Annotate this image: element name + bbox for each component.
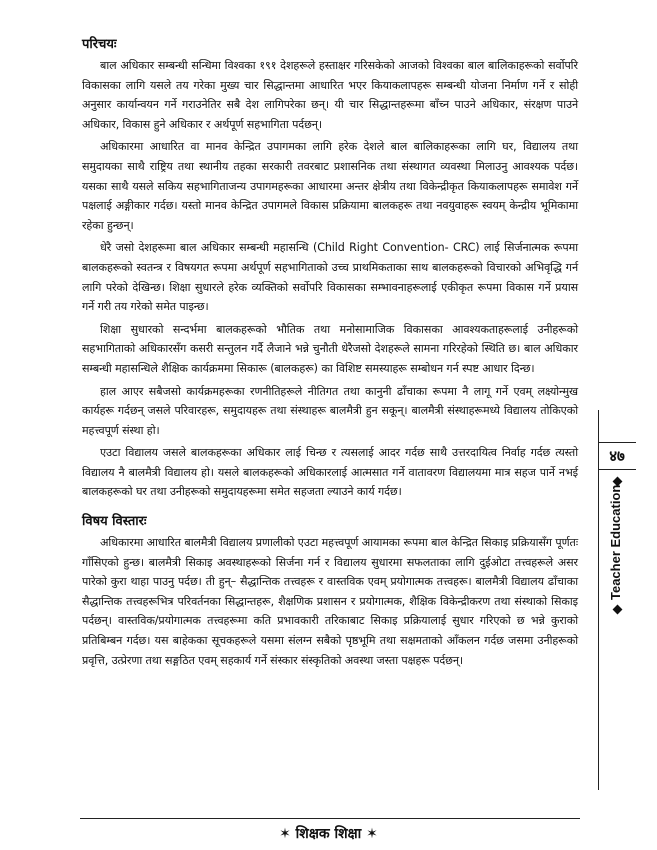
expansion-heading: विषय विस्तारः	[82, 514, 147, 530]
intro-paragraph-4: शिक्षा सुधारको सन्दर्भमा बालकहरूको भौतिक तथा मनोसामाजिक विकासका आवश्यकताहरूलाई उनीहरूको सहभागिताको अधिकारसँग कसरी सन्तुलन गर्दै लैजाने भन्ने चुनौती धेरैजसो देशहरूले सामना गरिरहेको स्थिति छ। बाल अधिकार सम्बन्धी महासन्धिले शैक्षिक कार्यक्रममा सिकारू (बालकहरू) का विशिष्ट समस्याहरू सम्बोधन गर्न स्पष्ट आधार दिन्छ।	[82, 322, 578, 375]
intro-paragraph-1: बाल अधिकार सम्बन्धी सन्धिमा विश्वका १९१ देशहरूले हस्ताक्षर गरिसकेको आजको विश्वका बाल बालिकाहरूको सर्वोपरि विकासका लागि यसले तय गरेका मुख्य चार सिद्धान्तमा आधारित भएर कियाकलापहरू सम्बन्धी योजना निर्माण गर्ने र सोही अनुसार कार्यान्वयन गर्ने गराउनेतिर सबै देश लागिपरेका छन्। यी चार सिद्धान्तहरूमा बाँच्न पाउने अधिकार, संरक्षण पाउने अधिकार, विकास हुने अधिकार र अर्थपूर्ण सहभागिता पर्दछन्।	[82, 59, 578, 131]
intro-paragraph-2: अधिकारमा आधारित वा मानव केन्द्रित उपागमका लागि हरेक देशले बाल बालिकाहरूका लागि घर, विद्यालय तथा समुदायका साथै राष्ट्रिय तथा स्थानीय तहका सरकारी तवरबाट प्रशासनिक तथा संस्थागत व्यवस्था मिलाउनु आवश्यक पर्दछ। यसका साथै यसले सकिय सहभागिताजन्य उपागमहरूका आधारमा अन्तर क्षेत्रीय तथा विकेन्द्रीकृत कियाकलापहरू समावेश गर्ने पक्षलाई अङ्गीकार गर्दछ। यस्तो मानव केन्द्रित उपागमले विकास प्रक्रियामा बालकहरू तथा नवयुवाहरू स्वयम् केन्द्रीय भूमिकामा रहेका हुन्छन्।	[82, 140, 578, 232]
page-number: ४७	[609, 447, 625, 465]
intro-paragraph-5: हाल आएर सबैजसो कार्यक्रमहरूका रणनीतिहरूले नीतिगत तथा कानुनी ढाँचाका रूपमा नै लागू गर्ने एवम् लक्ष्योन्मुख कार्यहरू गर्दछन् जसले परिवारहरू, समुदायहरू तथा संस्थाहरू बालमैत्री हुन सकून्। बालमैत्री संस्थाहरूमध्ये विद्यालय तोकिएको महत्त्वपूर्ण संस्था हो।	[82, 384, 578, 437]
intro-paragraph-6: एउटा विद्यालय जसले बालकहरूका अधिकार लाई चिन्छ र त्यसलाई आदर गर्दछ साथै उत्तरदायित्व निर्वाह गर्दछ त्यस्तो विद्यालय नै बालमैत्री विद्यालय हो। यसले बालकहरूको अधिकारलाई आत्मसात गर्ने वातावरण विद्यालयमा मात्र सहज पार्ने नभई बालकहरूको घर तथा उनीहरूको समुदायहरूमा समेत सहजता ल्याउने कार्य गर्दछ।	[82, 446, 578, 499]
page-body	[82, 34, 578, 673]
intro-heading: परिचयः	[82, 37, 117, 52]
expansion-paragraph-1: अधिकारमा आधारित बालमैत्री विद्यालय प्रणालीको एउटा महत्त्वपूर्ण आयामका रूपमा बाल केन्द्रित सिकाइ प्रक्रियासँग पूर्णतः गाँसिएको हुन्छ। बालमैत्री सिकाइ अवस्थाहरूको सिर्जना गर्न र विद्यालय सुधारमा सफलताका लागि दुईओटा तत्त्वहरूले असर पारेको कुरा थाहा पाउनु पर्दछ। ती हुन्– सैद्धान्तिक तत्त्वहरू र वास्तविक एवम् प्रयोगात्मक तत्त्वहरू। बालमैत्री विद्यालय ढाँचाका सैद्धान्तिक तत्त्वहरूभित्र परिवर्तनका सिद्धान्तहरू, शैक्षणिक प्रशासन र प्रयोगात्मक, शैक्षिक विकेन्द्रीकरण तथा संस्थाको सिकाइ पर्दछन्। वास्तविक/प्रयोगात्मक तत्त्वहरूमा कति प्रभावकारी तरिकाबाट सिकाइ प्रक्रियालाई सुधार गरिएको छ भन्ने कुराको प्रतिबिम्बन गर्दछ। यस बाहेकका सूचकहरूले यसमा संलग्न सबैको पृष्ठभूमि तथा सक्षमताको आँकलन गर्दछ जसमा उनीहरूको प्रवृत्ति, उत्प्रेरणा तथा सङ्गठित एवम् सहकार्य गर्ने संस्कार संस्कृतिको अवस्था जस्ता पक्षहरू पर्दछन्।	[82, 536, 578, 667]
intro-paragraph-3: धेरै जसो देशहरूमा बाल अधिकार सम्बन्धी महासन्धि (Child Right Convention- CRC) लाई सिर्जनात्मक रूपमा बालकहरूको स्वतन्त्र र विषयगत रूपमा अर्थपूर्ण सहभागिताको उच्च प्राथमिकताका साथ बालकहरूको विचारको अभिवृद्धि गर्न लागि परेको देखिन्छ। शिक्षा सुधारले हरेक व्यक्तिको सर्वोपरि विकासका सम्भावनाहरूलाई एकीकृत रूपमा विकास गर्ने प्रयास गर्ने गरी तय गरेको समेत पाइन्छ।	[82, 241, 578, 314]
running-title: Teacher Education	[608, 484, 623, 600]
footer-title: ✶ शिक्षक शिक्षा ✶	[279, 826, 378, 842]
diamond-icon	[613, 605, 623, 615]
footer-rule	[80, 818, 580, 819]
